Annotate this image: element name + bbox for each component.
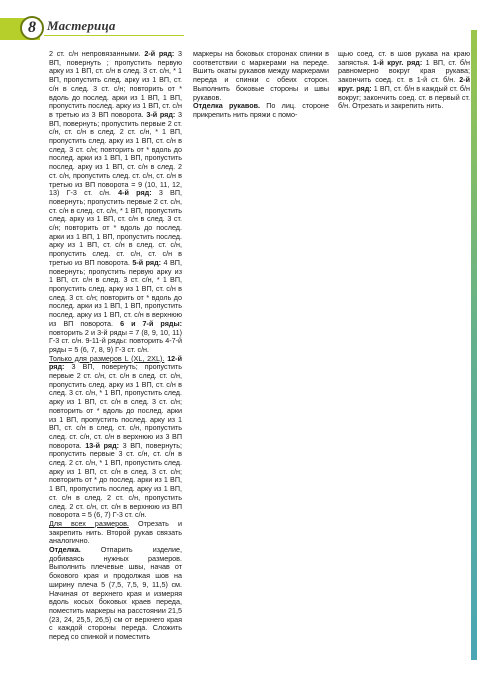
text-run: 2 ст. с/н непровязанными. [49, 49, 145, 58]
row-heading: 2-й круг. ряд: [338, 75, 470, 93]
paragraph-finishing [49, 546, 182, 642]
text-run: 3 ВП, повернуть; пропустить первые 2 ст. с/н, ст. с/н в след. ст. с/н, пропустить след. арку из 1 ВП, ст. с/н в след. 3 ст. с/н, * 1 ВП, пропустить след. арку из 1 ВП, ст. с/н в след. 3 ст. с/н; повторить от * вдоль до послед. арки из 1 ВП, пропустить послед. арку из 1 ВП, ст. с/н в след. ст. с/н, пропустить след. ст. с/н, ст. с/н в верхнюю из 3 ВП поворота. [49, 362, 182, 450]
text-column-1 [49, 50, 182, 642]
text-run: 1 ВП, ст. б/н равномерно вокруг края рукава; закончить соед. ст. в 1-й ст. б/н. [338, 57, 471, 85]
row-heading: 1-й круг. ряд: [373, 57, 423, 67]
size-heading: Для всех размеров. [49, 518, 129, 528]
row-heading: 13-й ряд: [85, 440, 120, 450]
paragraph-rows-12-13 [49, 355, 182, 520]
row-heading: Отделка. [49, 545, 81, 555]
paragraph-all-sizes [49, 520, 182, 546]
size-heading: Только для размеров L (XL, 2XL). [49, 353, 165, 363]
text-run: По лиц. стороне прикрепить нить пряжи с помо- [193, 101, 329, 119]
row-heading: Отделка рукавов. [193, 101, 260, 111]
row-heading: 5-й ряд: [132, 257, 162, 267]
text-run: 3 ВП, повернуть; пропустить первые 2 ст. с/н, ст. с/н в след. 2 ст. с/н, * 1 ВП, пропустить след. арку из 1 ВП, ст. с/н в след. 3 ст. с/н; повторить от * вдоль до послед. арки из 1 ВП, 1 ВП, пропустить послед. арку из 1 ВП, ст. с/н в след. 2 ст. с/н, пропустить след. ст. с/н, ст. с/н в третью из ВП поворота = 9 (10, 11, 12, 13) Г-3 ст. с/н. [49, 109, 182, 198]
paragraph-sleeve-rounds [338, 50, 470, 111]
row-heading: 3-й ряд: [146, 109, 176, 119]
text-run: Отпарить изделие, добиваясь нужных размеров. Выполнить плечевые швы, начав от бокового края и продолжая шов на ширину плеча 5 (7,5, 7,5, 9, 11,5) см. Начиная от верхнего края и измеряя вдоль косых боковых краев переда, поместить маркеры на расстоянии 21,5 (23, 24, 25,5, 26,5) см от верхнего края с каждой стороны переда. Сложить перед со спинкой и поместить [49, 545, 182, 642]
text-run: 3 ВП, повернуть; пропустить первые 3 ст. с/н, ст. с/н в след. 2 ст. с/н, * 1 ВП, пропустить след. арку из 1 ВП, ст. с/н в след. 3 ст. с/н; повторить от * до послед. арки из 1 ВП, 1 ВП, пропустить послед. арку из 1 ВП, ст. с/н в след. 2 ст. с/н, пропустить след. 2 ст. с/н, ст. с/н в верхнюю из ВП поворота = 5 (6, 7) Г-3 ст. с/н. [49, 440, 183, 520]
paragraph-sleeve-finishing [193, 102, 329, 119]
text-run: Отрезать и закрепить нить. Второй рукав связать аналогично. [49, 518, 183, 546]
row-heading: 4-й ряд: [118, 188, 152, 198]
text-run: повторить 2 и 3-й ряды = 7 (8, 9, 10, 11) Г-3 ст. с/н. 9-11-й ряды: повторить 4-7-й ряды = 5 (6, 7, 8, 9) Г-3 ст. с/н. [49, 327, 182, 354]
paragraph-assembly [193, 50, 329, 102]
text-run: щью соед. ст. в шов рукава на краю запястья. [338, 49, 470, 67]
page-number: 8 [20, 16, 44, 40]
paragraph-rows-2-11 [49, 50, 182, 355]
text-column-3 [338, 50, 470, 111]
page-edge-stripe [471, 30, 477, 660]
text-run: маркеры на боковых сторонах спинки в соответствии с маркерами на переде. Вшить окаты рукавов между маркерами переда и спинки с обеих сторон. Выполнить боковые стороны и швы рукавов. [193, 49, 329, 102]
text-run: 3 ВП, повернуть; пропустить первые 2 ст. с/н, ст. с/н в след. ст. с/н, * 1 ВП, пропустить след. арку из 1 ВП, ст. с/н в след. 3 ст. с/н; повторить от * вдоль до послед. арки из 1 ВП, 1 ВП, пропустить послед. арку из 1 ВП, ст. с/н в след. ст. с/н, пропустить след. ст. с/н, ст. с/н в третью из ВП поворота. [49, 188, 182, 267]
text-column-2 [193, 50, 329, 120]
header-divider [44, 35, 184, 36]
row-heading: 6 и 7-й ряды: [120, 318, 182, 328]
text-run: 1 ВП, ст. б/н в каждый ст. б/н вокруг; закончить соед. ст. в первый ст. б/н. Отрезать и закрепить нить. [338, 83, 470, 111]
row-heading: 2-й ряд: [144, 49, 175, 58]
text-run: 3 ВП, повернуть ; пропустить первую арку из 1 ВП, ст. с/н в след. 3 ст. с/н, * 1 ВП, пропустить след. арку из 1 ВП, ст. с/н в след. 3 ст. с/н; повторить от * вдоль до послед. арки из 1 ВП, 1 ВП, пропустить послед. арку из 1 ВП, ст. с/н в третью из 3 ВП поворота. [49, 49, 182, 119]
magazine-title: Мастерица [47, 18, 116, 33]
row-heading: 12-й ряд: [49, 353, 182, 372]
text-run: 4 ВП, повернуть; пропустить первую арку из 1 ВП, ст. с/н в след. 3 ст. с/н, * 1 ВП, пропустить след. арку из 1 ВП, ст. с/н в след. 3 ст. с/н; повторить от * вдоль до послед. арки из 1 ВП, 1 ВП, пропустить послед. арку из 1 ВП, ст. с/н в верхнюю из ВП поворота. [49, 257, 182, 328]
